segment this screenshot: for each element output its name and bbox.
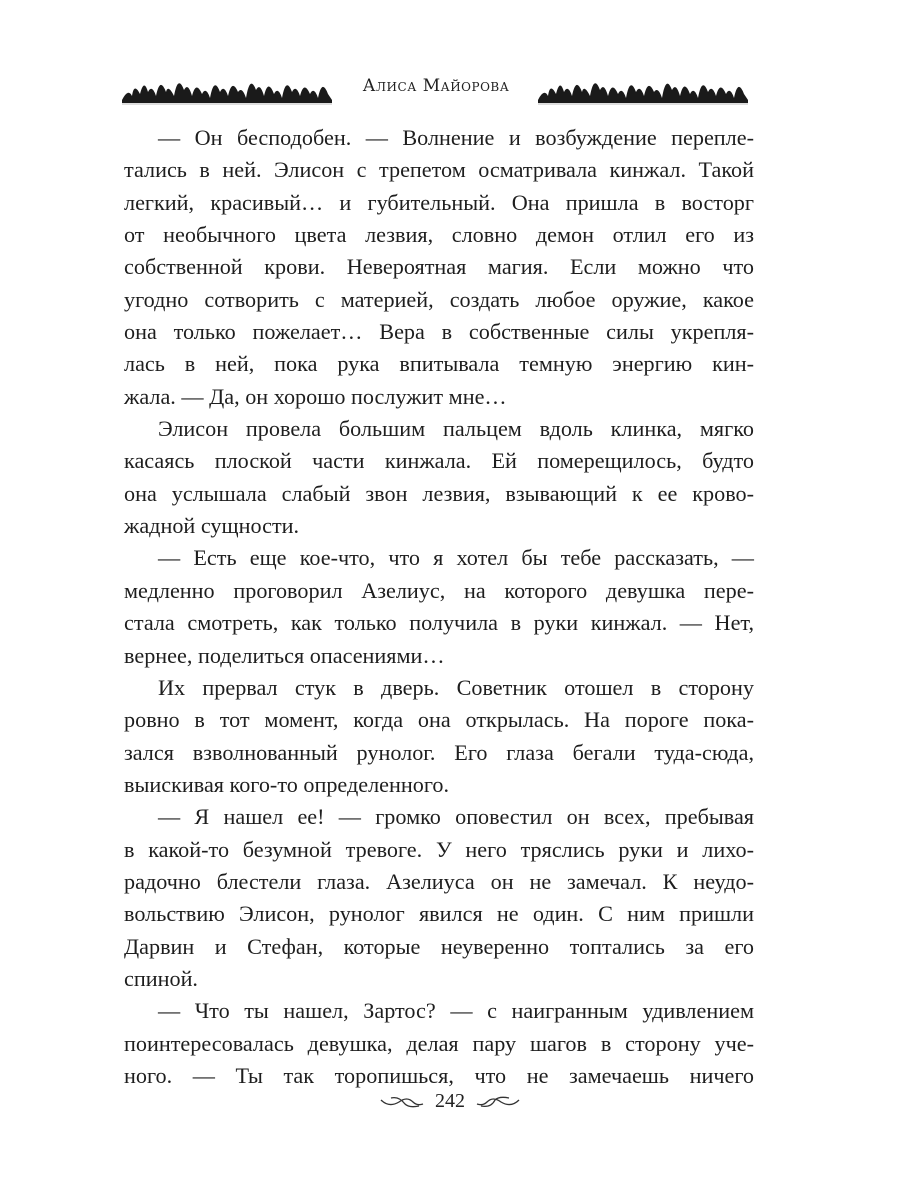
text-line: она услышала слабый звон лезвия, взывающий к ее крово- bbox=[124, 480, 754, 506]
text-line: в какой-то безумной тревоге. У него тряслись руки и лихо- bbox=[124, 836, 754, 862]
text-line: лась в ней, пока рука впитывала темную энергию кин- bbox=[124, 351, 754, 377]
text-line: собственной крови. Невероятная магия. Если можно что bbox=[124, 254, 754, 280]
text-line: от необычного цвета лезвия, словно демон отлил его из bbox=[124, 222, 754, 248]
text-line: касаясь плоской части кинжала. Ей померещилось, будто bbox=[124, 448, 754, 474]
text-line: Элисон провела большим пальцем вдоль клинка, мягко bbox=[158, 416, 754, 442]
body-text bbox=[124, 122, 754, 1092]
page-number: 242 bbox=[435, 1090, 465, 1112]
text-line: Их прервал стук в дверь. Советник отошел в сторону bbox=[158, 674, 754, 700]
text-line: — Есть еще кое-что, что я хотел бы тебе рассказать, — bbox=[158, 545, 754, 571]
text-line: выискивая кого-то определенного. bbox=[124, 771, 450, 797]
text-line: поинтересовалась девушка, делая пару шагов в сторону уче- bbox=[124, 1030, 754, 1056]
text-line: вернее, поделиться опасениями… bbox=[124, 642, 445, 668]
swash-ornament-left-icon bbox=[379, 1094, 425, 1110]
text-line: жала. — Да, он хорошо послужит мне… bbox=[124, 383, 507, 409]
text-line: ровно в тот момент, когда она открылась. На пороге пока- bbox=[124, 707, 754, 733]
text-line: тались в ней. Элисон с трепетом осматривала кинжал. Такой bbox=[124, 157, 754, 183]
text-line: Дарвин и Стефан, которые неуверенно топтались за его bbox=[124, 933, 754, 959]
text-line: — Он бесподобен. — Волнение и возбуждение перепле- bbox=[158, 125, 754, 150]
running-head-author: Алиса Майорова bbox=[362, 76, 510, 96]
text-line: зался взволнованный рунолог. Его глаза бегали туда-сюда, bbox=[124, 739, 754, 765]
page-footer bbox=[0, 1090, 900, 1120]
flame-border-left-icon bbox=[122, 70, 332, 106]
page-header bbox=[120, 70, 760, 106]
text-line: — Что ты нашел, Зартос? — с наигранным удивлением bbox=[158, 998, 754, 1024]
text-line: радочно блестели глаза. Азелиуса он не замечал. К неудо- bbox=[124, 868, 754, 894]
text-line: она только пожелает… Вера в собственные силы укрепля- bbox=[124, 319, 754, 345]
text-line: спиной. bbox=[124, 965, 198, 991]
text-line: медленно проговорил Азелиус, на которого девушка пере- bbox=[124, 577, 754, 603]
text-line: стала смотреть, как только получила в руки кинжал. — Нет, bbox=[124, 610, 754, 636]
swash-ornament-right-icon bbox=[475, 1094, 521, 1110]
flame-border-right-icon bbox=[538, 70, 748, 106]
text-line: ного. — Ты так торопишься, что не замечаешь ничего bbox=[124, 1062, 754, 1088]
text-line: угодно сотворить с материей, создать любое оружие, какое bbox=[124, 286, 754, 312]
text-line: жадной сущности. bbox=[124, 513, 300, 539]
text-line: — Я нашел ее! — громко оповестил он всех, пребывая bbox=[158, 804, 754, 830]
text-line: вольствию Элисон, рунолог явился не один. С ним пришли bbox=[124, 901, 754, 927]
text-line: легкий, красивый… и губительный. Она пришла в восторг bbox=[124, 189, 754, 215]
